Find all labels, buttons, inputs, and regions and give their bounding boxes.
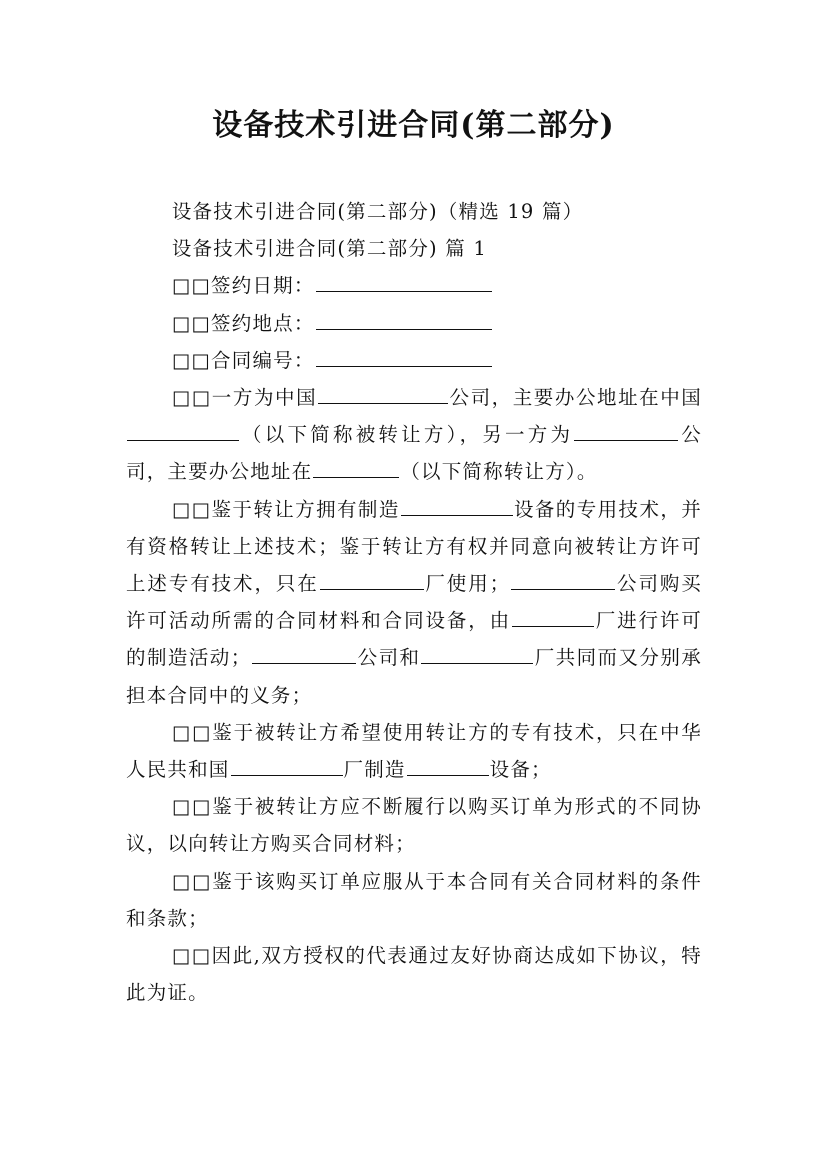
parties-text-3: （以下简称被转让方），另一方为	[240, 423, 574, 447]
document-title: 设备技术引进合同(第二部分)	[212, 108, 615, 143]
parties-text-4: 公司，主要办公地址在	[126, 423, 702, 484]
equipment-blank-2	[407, 755, 489, 776]
whereas1-text-4: 公司购买许可活动所需的合同材料和合同设备，由	[126, 572, 702, 633]
contract-number-label: □□合同编号：	[171, 348, 315, 372]
collection-heading: 设备技术引进合同(第二部分)（精选 19 篇）	[171, 200, 584, 223]
sign-date-line	[126, 267, 702, 304]
whereas1-text-1: □□鉴于转让方拥有制造	[171, 497, 400, 521]
sign-place-label: □□签约地点：	[171, 311, 315, 335]
therefore-paragraph: □□因此,双方授权的代表通过友好协商达成如下协议，特此为证。	[126, 944, 702, 1005]
parties-paragraph	[126, 379, 702, 491]
licensor-company-blank	[574, 420, 678, 441]
licensee-address-blank	[127, 420, 239, 441]
sign-date-blank	[316, 271, 492, 292]
company-blank-2	[252, 643, 356, 664]
factory-blank-2	[512, 606, 594, 627]
whereas2-text-2: 厂制造	[343, 758, 406, 782]
whereas2-text-1: □□鉴于被转让方希望使用转让方的专有技术，只在中华人民共和国	[126, 720, 702, 782]
licensee-company-blank	[318, 383, 448, 404]
factory-blank-3	[421, 643, 533, 664]
company-blank-1	[511, 569, 615, 590]
whereas-paragraph-3: □□鉴于被转让方应不断履行以购买订单为形式的不同协议，以向转让方购买合同材料；	[126, 795, 702, 856]
whereas1-text-3: 厂使用；	[424, 572, 511, 596]
whereas-paragraph-1	[126, 491, 702, 714]
sign-date-label: □□签约日期：	[171, 274, 315, 298]
sign-place-line	[126, 305, 702, 342]
licensor-address-blank	[313, 457, 399, 478]
whereas-paragraph-2	[126, 714, 702, 788]
parties-text-2: 公司，主要办公地址在中国	[449, 386, 702, 410]
equipment-name-blank	[401, 494, 513, 515]
contract-number-line	[126, 342, 702, 379]
sign-place-blank	[316, 308, 492, 329]
whereas-paragraph-4: □□鉴于该购买订单应服从于本合同有关合同材料的条件和条款；	[126, 869, 702, 930]
contract-number-blank	[316, 345, 492, 366]
whereas1-text-5: 厂进行许可的制造活动；	[126, 609, 702, 670]
parties-text-1: □□一方为中国	[171, 386, 318, 410]
whereas2-text-3: 设备；	[489, 758, 552, 782]
parties-text-5: （以下简称转让方）。	[400, 460, 598, 484]
factory-blank-4	[231, 755, 343, 776]
article-heading: 设备技术引进合同(第二部分) 篇 1	[171, 237, 487, 261]
factory-blank-1	[320, 569, 424, 590]
whereas1-text-2: 设备的专用技术，并有资格转让上述技术；鉴于转让方有权并同意向被转让方许可上述专有技术，只在	[126, 497, 702, 596]
document-body	[126, 193, 702, 1011]
whereas1-text-7: 厂共同而又分别承担本合同中的义务；	[126, 646, 702, 707]
whereas1-text-6: 公司和	[357, 646, 421, 670]
